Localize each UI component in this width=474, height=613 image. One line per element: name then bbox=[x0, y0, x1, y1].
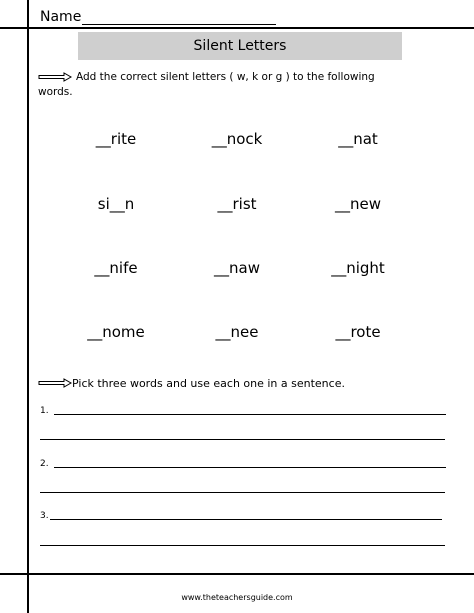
word-r2c3: __new bbox=[334, 195, 382, 213]
bottom-divider-line bbox=[0, 573, 474, 575]
sentence-line-1a bbox=[54, 414, 446, 415]
sentence-line-1b bbox=[40, 439, 445, 440]
title-banner bbox=[78, 32, 402, 60]
word-r4c2: __nee bbox=[215, 323, 259, 341]
left-margin-line bbox=[27, 0, 29, 613]
instruction-part2: Pick three words and use each one in a sentence. bbox=[72, 377, 345, 390]
top-divider-line bbox=[0, 27, 474, 29]
sentence-number-3: 3. bbox=[40, 511, 49, 521]
name-label: Name bbox=[40, 9, 82, 25]
sentence-line-2a bbox=[54, 467, 446, 468]
sentence-number-1: 1. bbox=[40, 406, 49, 416]
sentence-line-3a bbox=[50, 519, 442, 520]
sentence-line-2b bbox=[40, 492, 445, 493]
name-field bbox=[40, 3, 276, 25]
sentence-number-2: 2. bbox=[40, 459, 49, 469]
word-r4c3: __rote bbox=[335, 323, 381, 341]
worksheet-title: Silent Letters bbox=[193, 38, 287, 54]
instruction-part1-line2: words. bbox=[38, 86, 73, 98]
word-r3c3: __night bbox=[331, 259, 385, 277]
word-r4c1: __nome bbox=[87, 323, 145, 341]
arrow-icon bbox=[38, 72, 72, 82]
footer-url: www.theteachersguide.com bbox=[181, 593, 293, 602]
arrow-icon bbox=[38, 378, 72, 388]
instruction-part1-line1: Add the correct silent letters ( w, k or g ) to the following bbox=[76, 71, 375, 83]
word-r3c2: __naw bbox=[214, 259, 260, 277]
word-r2c1: si__n bbox=[97, 195, 135, 213]
word-r1c2: __nock bbox=[211, 130, 263, 148]
word-r3c1: __nife bbox=[94, 259, 138, 277]
word-r1c3: __nat bbox=[338, 130, 378, 148]
word-r1c1: __rite bbox=[95, 130, 137, 148]
sentence-line-3b bbox=[40, 545, 445, 546]
word-r2c2: __rist bbox=[217, 195, 257, 213]
name-blank-line bbox=[82, 10, 276, 25]
